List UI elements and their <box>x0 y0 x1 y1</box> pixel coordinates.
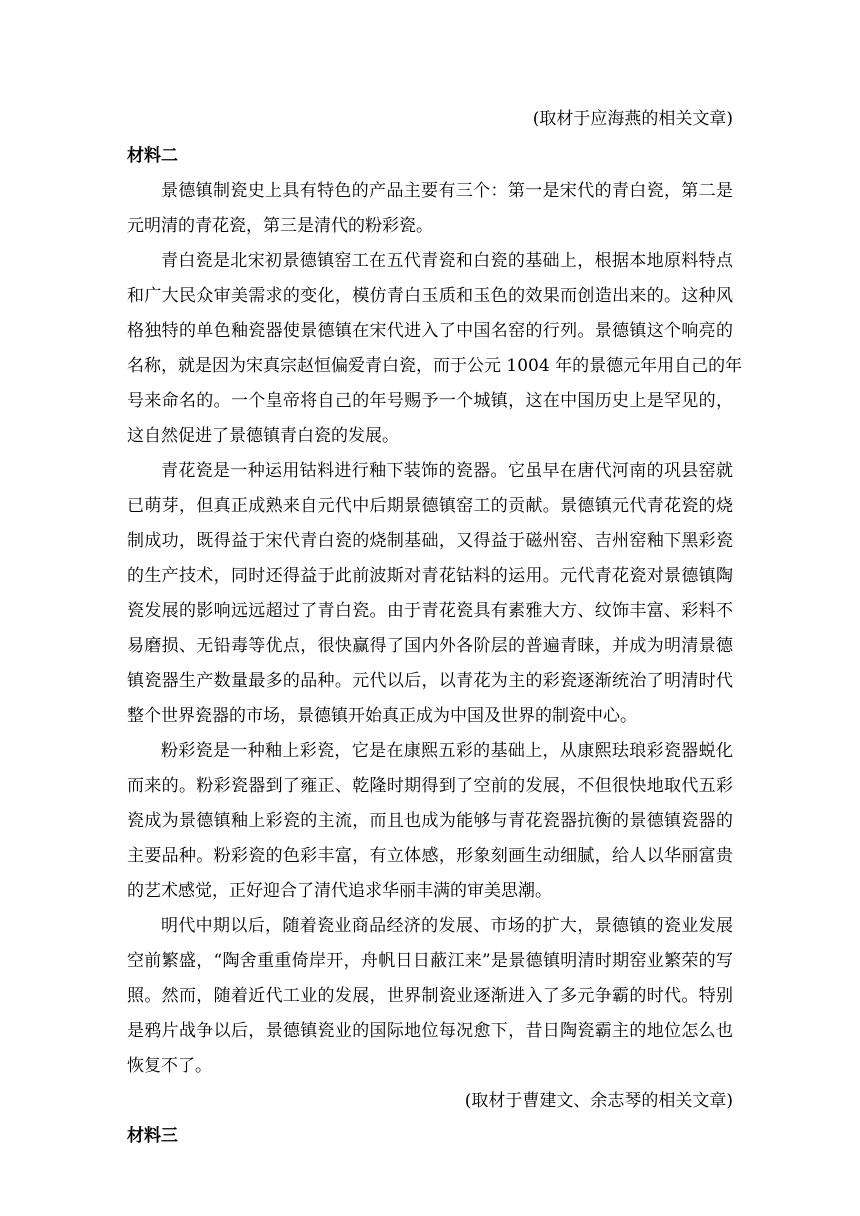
text-line: 的生产技术，同时还得益于此前波斯对青花钴料的运用。元代青花瓷对景德镇陶 <box>127 566 733 586</box>
text-line: 明代中期以后，随着瓷业商品经济的发展、市场的扩大，景德镇的瓷业发展 <box>161 916 733 936</box>
text-line: 格独特的单色釉瓷器使景德镇在宋代进入了中国名窑的行列。景德镇这个响亮的 <box>127 321 733 341</box>
text-line: 镇瓷器生产数量最多的品种。元代以后，以青花为主的彩瓷逐渐统治了明清时代 <box>127 671 733 691</box>
text-line: 青白瓷是北宋初景德镇窑工在五代青瓷和白瓷的基础上，根据本地原料特点 <box>161 251 733 271</box>
text-line: 这自然促进了景德镇青白瓷的发展。 <box>127 426 399 446</box>
text-line: 整个世界瓷器的市场，景德镇开始真正成为中国及世界的制瓷中心。 <box>127 706 637 726</box>
text-line: 粉彩瓷是一种釉上彩瓷，它是在康熙五彩的基础上，从康熙珐琅彩瓷器蜕化 <box>161 741 733 761</box>
text-line: 瓷发展的影响远远超过了青白瓷。由于青花瓷具有素雅大方、纹饰丰富、彩料不 <box>127 601 733 621</box>
text-line: 的艺术感觉，正好迎合了清代追求华丽丰满的审美思潮。 <box>127 881 552 901</box>
text-line: 恢复不了。 <box>127 1056 212 1076</box>
text-line: 照。然而，随着近代工业的发展，世界制瓷业逐渐进入了多元争霸的时代。特别 <box>127 986 733 1006</box>
text-line: 青花瓷是一种运用钴料进行釉下装饰的瓷器。它虽早在唐代河南的巩县窑就 <box>161 461 733 481</box>
text-line: 名称，就是因为宋真宗赵恒偏爱青白瓷，而于公元 1004 年的景德元年用自己的年 <box>127 356 743 376</box>
text-line: 号来命名的。一个皇帝将自己的年号赐予一个城镇，这在中国历史上是罕见的， <box>127 391 733 411</box>
text-line: 元明清的青花瓷，第三是清代的粉彩瓷。 <box>127 216 433 236</box>
text-line: 制成功，既得益于宋代青白瓷的烧制基础，又得益于磁州窑、吉州窑釉下黑彩瓷 <box>127 531 733 551</box>
text-line: 和广大民众审美需求的变化，模仿青白玉质和玉色的效果而创造出来的。这种风 <box>127 286 733 306</box>
section-heading-material-3: 材料三 <box>127 1126 178 1146</box>
source-citation-2: (取材于曹建文、余志琴的相关文章) <box>464 1091 733 1111</box>
section-heading-material-2: 材料二 <box>127 146 178 166</box>
text-line: 空前繁盛，“陶舍重重倚岸开，舟帆日日蔽江来”是景德镇明清时期窑业繁荣的写 <box>127 951 733 971</box>
text-line: 而来的。粉彩瓷器到了雍正、乾隆时期得到了空前的发展，不但很快地取代五彩 <box>127 776 733 796</box>
source-citation-1: (取材于应海燕的相关文章) <box>532 109 733 129</box>
text-line: 是鸦片战争以后，景德镇瓷业的国际地位每况愈下，昔日陶瓷霸主的地位怎么也 <box>127 1021 733 1041</box>
text-line: 景德镇制瓷史上具有特色的产品主要有三个：第一是宋代的青白瓷，第二是 <box>161 181 733 201</box>
text-line: 易磨损、无铅毒等优点，很快赢得了国内外各阶层的普遍青睐，并成为明清景德 <box>127 636 733 656</box>
text-line: 已萌芽，但真正成熟来自元代中后期景德镇窑工的贡献。景德镇元代青花瓷的烧 <box>127 496 733 516</box>
text-line: 主要品种。粉彩瓷的色彩丰富，有立体感，形象刻画生动细腻，给人以华丽富贵 <box>127 846 733 866</box>
text-line: 瓷成为景德镇釉上彩瓷的主流，而且也成为能够与青花瓷器抗衡的景德镇瓷器的 <box>127 811 733 831</box>
